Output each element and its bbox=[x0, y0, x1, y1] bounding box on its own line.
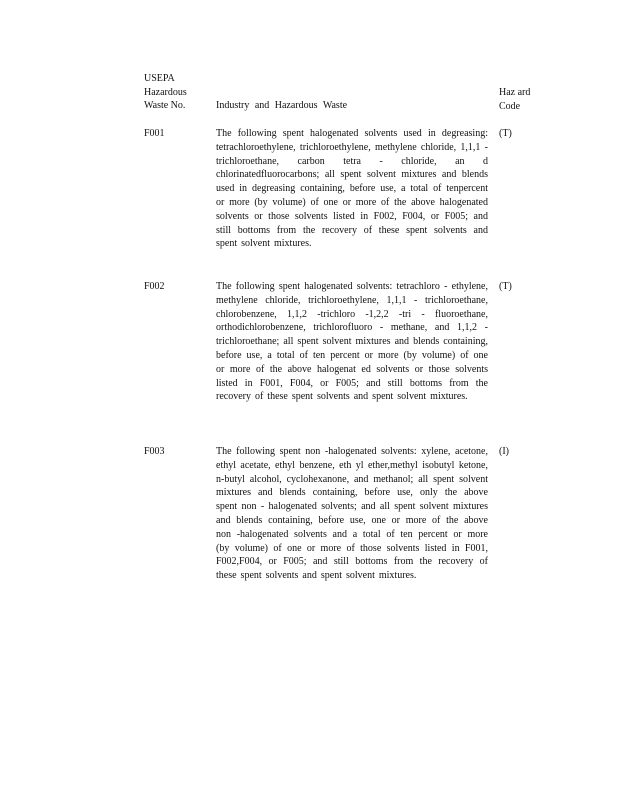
hazard-code: (T) bbox=[499, 281, 512, 292]
hazard-code: (I) bbox=[499, 446, 509, 457]
header-waste-number-line: Hazardous bbox=[144, 86, 187, 98]
waste-number: F001 bbox=[144, 128, 165, 139]
waste-number: F002 bbox=[144, 281, 165, 292]
header-waste-number bbox=[144, 72, 187, 113]
header-industry-waste: Industry and Hazardous Waste bbox=[216, 100, 348, 111]
waste-description: The following spent non -halogenated solvents: xylene, acetone, ethyl acetate, ethyl benzene, eth yl ether,methyl isobutyl ketone, n-butyl alcohol, cyclohexanone, and methanol; all spent solvent mixtures and blends containing, before use, only the above spent non - halogenated solvents; and all spent solvent mixtures and blends containing, before use, one or more of the above non -halogenated solvents and a total of ten percent or more (by volume) of one or more of those solvents listed in F001, F002,F004, or F005; and still bottoms from the recovery of these spent solvents and spent solvent mixtures. bbox=[216, 446, 488, 582]
header-hazard-code-line: Code bbox=[499, 100, 521, 112]
header-waste-number-line: Waste No. bbox=[144, 100, 186, 112]
waste-description: The following spent halogenated solvents: tetrachloro - ethylene, methylene chloride, trichloroethylene, 1,1,1 - trichloroethane, chlorobenzene, 1,1,2 -trichloro -1,2,2 -tri - fluoroethane, orthodichlorobenzene, trichlorofluoro - methane, and 1,1,2 -trichloroethane; all spent solvent mixtures and blends containing, before use, a total of ten percent or more (by volume) of one or more of the above halogenat ed solvents or those solvents listed in F001, F004, or F005; and still bottoms from the recovery of these spent solvents and spent solvent mixtures. bbox=[216, 281, 488, 403]
header-hazard-code bbox=[499, 86, 530, 113]
header-hazard-code-line: Haz ard bbox=[499, 87, 531, 98]
waste-number: F003 bbox=[144, 446, 165, 457]
waste-description: The following spent halogenated solvents used in degreasing: tetrachloroethylene, trichloroethylene, methylene chloride, 1,1,1 -trichloroethane, carbon tetra - chloride, an d chlorinatedfluorocarbons; all spent solvent mixtures and blends used in degreasing containing, before use, a total of tenpercent or more (by volume) of one or more of the above halogenated solvents or those solvents listed in F002, F004, or F005; and still bottoms from the recovery of these spent solvents and spent solvent mixtures. bbox=[216, 128, 488, 250]
header-waste-number-line: USEPA bbox=[144, 73, 175, 84]
hazard-code: (T) bbox=[499, 128, 512, 139]
